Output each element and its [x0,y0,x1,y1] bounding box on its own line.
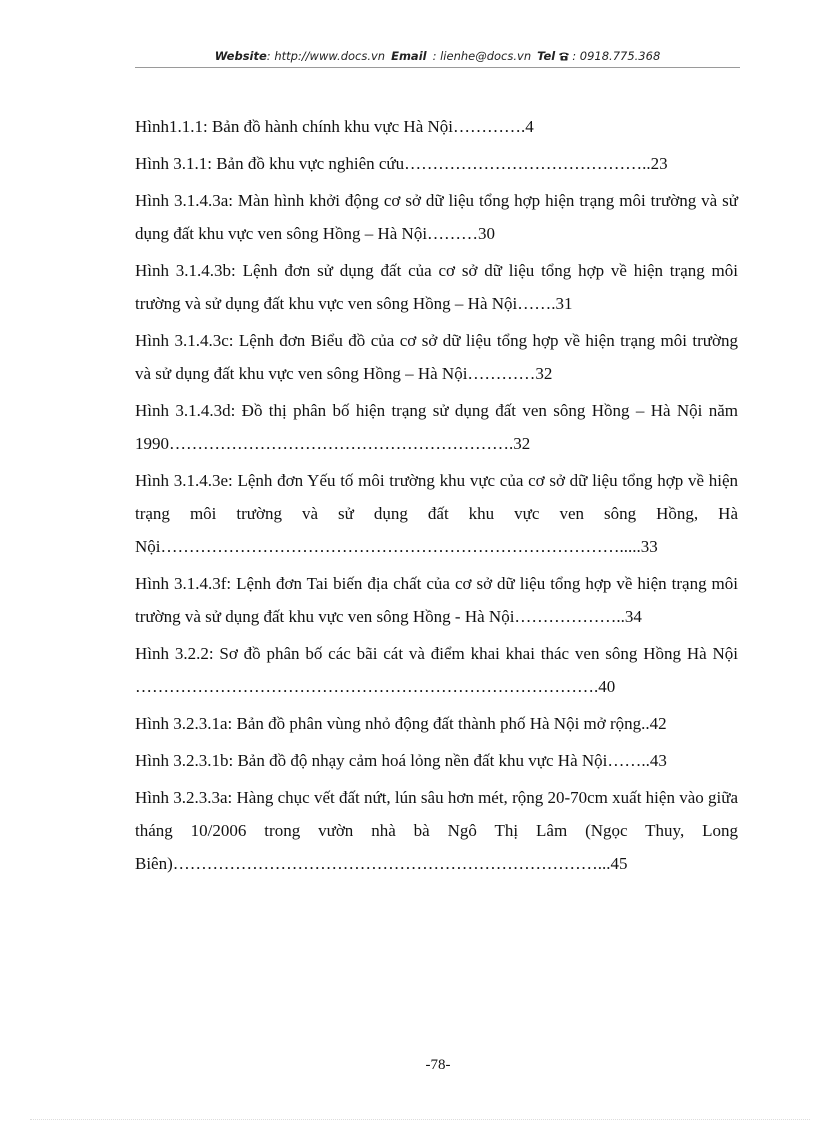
figure-entry: Hình 3.1.4.3b: Lệnh đơn sử dụng đất của cơ sở dữ liệu tổng hợp về hiện trạng môi trường và sử dụng đất khu vực ven sông Hồng – Hà Nội…….31 [135,261,738,313]
figure-entry: Hình 3.2.3.1a: Bản đồ phân vùng nhỏ động đất thành phố Hà Nội mở rộng..42 [135,714,667,733]
page-header [135,47,740,68]
figure-list [135,110,738,884]
figure-entry: Hình 3.1.4.3f: Lệnh đơn Tai biến địa chất của cơ sở dữ liệu tổng hợp về hiện trạng môi trường và sử dụng đất khu vực ven sông Hồng - Hà Nội………………..34 [135,574,738,626]
figure-entry: Hình 3.2.3.3a: Hàng chục vết đất nứt, lún sâu hơn mét, rộng 20-70cm xuất hiện vào giữa tháng 10/2006 trong vườn nhà bà Ngô Thị Lâm (Ngọc Thuy, Long Biên)…………………………………………………………………...45 [135,788,738,873]
figure-entry: Hình 3.1.4.3e: Lệnh đơn Yếu tố môi trường khu vực của cơ sở dữ liệu tổng hợp về hiện trạng môi trường và sử dụng đất khu vực ven sông Hồng, Hà Nội……………………………………………………………………….....33 [135,471,738,556]
bottom-divider [30,1119,810,1120]
figure-entry: Hình 3.2.3.1b: Bản đồ độ nhạy cảm hoá lỏng nền đất khu vực Hà Nội……..43 [135,751,667,770]
telephone-icon [558,48,570,58]
website-value: : http://www.docs.vn [266,49,386,63]
figure-entry: Hình 3.2.2: Sơ đồ phân bố các bãi cát và điểm khai khai thác ven sông Hồng Hà Nội ……………………………………………………………………….40 [135,644,738,696]
figure-entry: Hình 3.1.4.3c: Lệnh đơn Biểu đồ của cơ sở dữ liệu tổng hợp về hiện trạng môi trường và sử dụng đất khu vực ven sông Hồng – Hà Nội…………32 [135,331,738,383]
figure-entry: Hình1.1.1: Bản đồ hành chính khu vực Hà Nội………….4 [135,117,534,136]
figure-entry: Hình 3.1.4.3d: Đồ thị phân bố hiện trạng sử dụng đất ven sông Hồng – Hà Nội năm 1990…………………………………………………….32 [135,401,738,453]
tel-label: Tel [537,49,556,63]
email-value: : lienhe@docs.vn [432,49,532,63]
figure-entry: Hình 3.1.1: Bản đồ khu vực nghiên cứu……………………………………..23 [135,154,668,173]
website-label: Website [214,49,267,63]
tel-value: : 0918.775.368 [572,49,661,63]
figure-entry: Hình 3.1.4.3a: Màn hình khởi động cơ sở dữ liệu tổng hợp hiện trạng môi trường và sử dụng đất khu vực ven sông Hồng – Hà Nội………30 [135,191,738,243]
email-label: Email [391,49,427,63]
page-number: -78- [425,1057,451,1073]
